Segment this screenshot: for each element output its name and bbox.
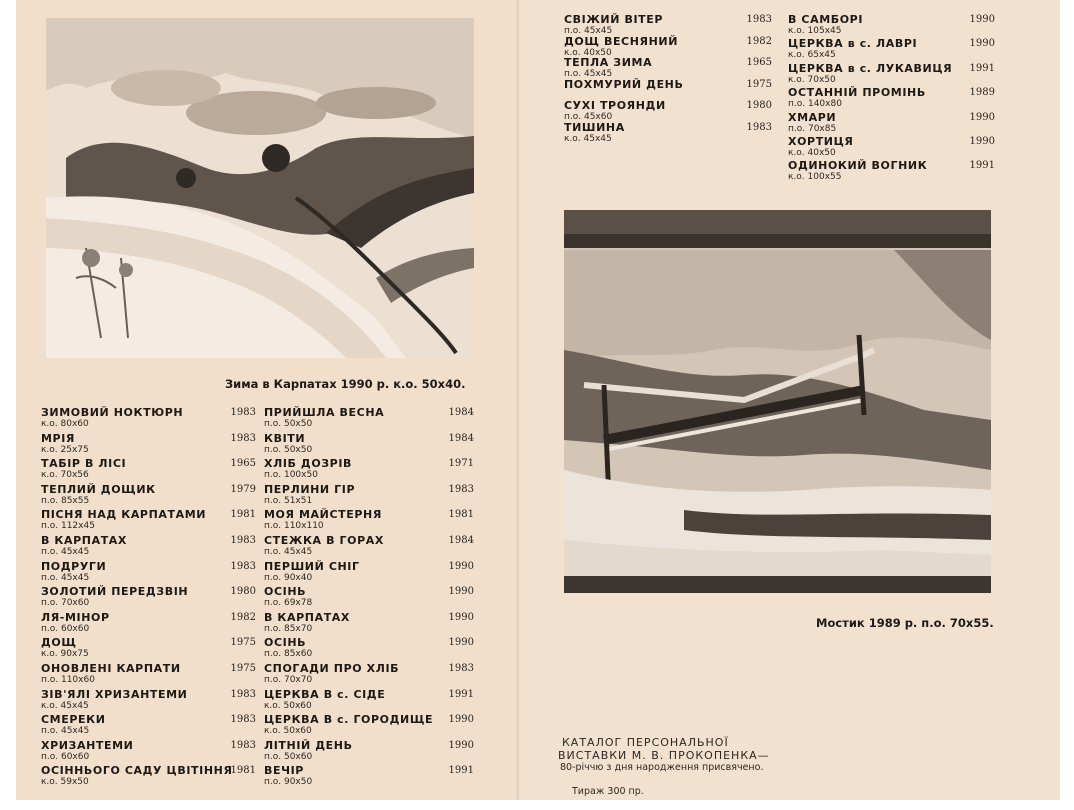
artwork-title: МРІЯ xyxy=(41,431,75,445)
artwork-spec: п.о. 85х70 xyxy=(264,623,313,634)
artwork-title: ЛЯ-МІНОР xyxy=(41,610,110,624)
artwork-year: 1990 xyxy=(448,739,474,751)
artwork-spec: к.о. 50х60 xyxy=(264,726,312,737)
artwork-spec: к.о. 65х45 xyxy=(788,50,836,61)
artwork-title: ХМАРИ xyxy=(788,110,837,124)
artwork-title: ПОХМУРИЙ ДЕНЬ xyxy=(564,77,684,91)
artwork-spec: п.о. 45х45 xyxy=(264,546,313,557)
artwork-spec: п.о. 50х50 xyxy=(264,419,313,429)
catalog-entry xyxy=(788,86,995,110)
artwork-title: ЦЕРКВА В с. ГОРОДИЩЕ xyxy=(264,713,434,727)
right-page xyxy=(520,0,1060,800)
artwork-spec: к.о. 40х50 xyxy=(564,47,612,58)
painting-bridge-image xyxy=(564,210,991,593)
artwork-title: ЦЕРКВА в с. ЛАВРІ xyxy=(788,37,918,51)
catalog-entry xyxy=(41,483,256,509)
artwork-title: ЦЕРКВА в с. ЛУКАВИЦЯ xyxy=(788,61,953,75)
artwork-year: 1983 xyxy=(230,432,256,444)
artwork-spec: к.о. 100х55 xyxy=(788,172,842,183)
painting-caption-right: Мостик 1989 р. п.о. 70х55. xyxy=(816,616,994,630)
artwork-spec: п.о. 45х45 xyxy=(564,26,613,36)
artwork-year: 1975 xyxy=(230,637,256,649)
artwork-title: ОСІННЬОГО САДУ ЦВІТІННЯ xyxy=(41,764,233,778)
catalog-entry xyxy=(41,406,256,432)
artwork-spec: п.о. 85х55 xyxy=(41,495,90,506)
catalog-entry xyxy=(788,62,995,86)
artwork-title: СПОГАДИ ПРО ХЛІБ xyxy=(264,661,400,675)
catalog-entry xyxy=(41,585,256,611)
artwork-spec: к.о. 45х45 xyxy=(564,133,612,144)
artwork-year: 1991 xyxy=(448,688,474,700)
catalog-entry xyxy=(41,764,256,790)
artwork-spec: п.о. 70х60 xyxy=(41,598,90,609)
catalog-entry xyxy=(564,78,772,100)
artwork-title: ТЕПЛА ЗИМА xyxy=(564,56,653,70)
artwork-year: 1990 xyxy=(448,611,474,623)
artwork-title: ПІСНЯ НАД КАРПАТАМИ xyxy=(41,508,207,522)
catalog-entry xyxy=(41,457,256,483)
artwork-year: 1990 xyxy=(448,560,474,572)
artwork-spec: п.о. 90х50 xyxy=(264,777,313,788)
artwork-title: СМЕРЕКИ xyxy=(41,713,106,727)
artwork-spec: к.о. 105х45 xyxy=(788,26,842,36)
artwork-title: ПРИЙШЛА ВЕСНА xyxy=(264,406,385,419)
catalog-entry xyxy=(264,662,474,688)
artwork-spec: п.о. 45х45 xyxy=(41,546,90,557)
catalog-column-left-1 xyxy=(41,406,256,790)
artwork-spec: п.о. 100х50 xyxy=(264,470,318,481)
catalog-entry xyxy=(264,713,474,739)
artwork-year: 1982 xyxy=(230,611,256,623)
catalog-entry xyxy=(788,13,995,37)
artwork-year: 1983 xyxy=(230,560,256,572)
artwork-year: 1965 xyxy=(746,57,772,69)
catalog-entry xyxy=(41,508,256,534)
artwork-year: 1989 xyxy=(969,87,995,99)
artwork-title: ВЕЧІР xyxy=(264,764,304,778)
artwork-title: ОНОВЛЕНІ КАРПАТИ xyxy=(41,661,181,675)
catalog-entry xyxy=(41,560,256,586)
artwork-year: 1983 xyxy=(230,739,256,751)
catalog-entry xyxy=(788,159,995,183)
catalog-entry xyxy=(564,99,772,121)
catalog-entry xyxy=(264,611,474,637)
artwork-title: СТЕЖКА В ГОРАХ xyxy=(264,533,384,547)
catalog-entry xyxy=(41,432,256,458)
artwork-year: 1983 xyxy=(448,662,474,674)
artwork-year: 1990 xyxy=(448,714,474,726)
catalog-entry xyxy=(564,121,772,143)
artwork-title: В КАРПАТАХ xyxy=(41,533,127,547)
catalog-entry xyxy=(41,636,256,662)
catalog-entry xyxy=(41,662,256,688)
artwork-title: СВІЖИЙ ВІТЕР xyxy=(564,13,664,26)
catalog-entry xyxy=(41,611,256,637)
print-run: Тираж 300 пр. xyxy=(572,786,644,797)
artwork-spec: п.о. 85х60 xyxy=(264,649,313,660)
artwork-spec: к.о. 70х50 xyxy=(788,74,836,85)
artwork-year: 1983 xyxy=(230,688,256,700)
artwork-year: 1975 xyxy=(230,662,256,674)
artwork-year: 1990 xyxy=(969,135,995,147)
catalog-entry xyxy=(788,135,995,159)
left-page xyxy=(16,0,519,800)
artwork-spec: п.о. 112х45 xyxy=(41,521,95,532)
artwork-spec: к.о. 25х75 xyxy=(41,444,89,455)
artwork-year: 1981 xyxy=(230,509,256,521)
artwork-title: ПОДРУГИ xyxy=(41,559,107,573)
artwork-spec: п.о. 50х60 xyxy=(264,751,313,762)
catalog-entry xyxy=(264,534,474,560)
artwork-title: ОСІНЬ xyxy=(264,636,307,650)
artwork-spec: к.о. 40х50 xyxy=(788,147,836,158)
catalog-entry xyxy=(564,13,772,35)
artwork-spec: к.о. 90х75 xyxy=(41,649,89,660)
artwork-year: 1991 xyxy=(448,765,474,777)
artwork-title: ТИШИНА xyxy=(564,120,625,134)
artwork-title: ТЕПЛИЙ ДОЩИК xyxy=(41,482,156,496)
catalog-entry xyxy=(264,483,474,509)
catalog-entry xyxy=(264,432,474,458)
artwork-spec: к.о. 70х56 xyxy=(41,470,89,481)
catalog-entry xyxy=(41,688,256,714)
artwork-year: 1983 xyxy=(230,714,256,726)
artwork-title: В КАРПАТАХ xyxy=(264,610,350,624)
artwork-spec: п.о. 45х60 xyxy=(564,112,613,123)
artwork-spec: п.о. 70х85 xyxy=(788,123,837,134)
artwork-year: 1982 xyxy=(746,35,772,47)
artwork-title: ДОЩ ВЕСНЯНИЙ xyxy=(564,34,679,48)
catalog-entry xyxy=(41,739,256,765)
artwork-spec: п.о. 50х50 xyxy=(264,444,313,455)
artwork-title: ЗИМОВИЙ НОКТЮРН xyxy=(41,406,184,419)
artwork-spec: п.о. 110х110 xyxy=(264,521,324,532)
artwork-spec: к.о. 45х45 xyxy=(41,700,89,711)
artwork-title: ЗОЛОТИЙ ПЕРЕДЗВІН xyxy=(41,585,189,599)
catalog-entry xyxy=(264,406,474,432)
artwork-year: 1984 xyxy=(448,534,474,546)
artwork-spec: к.о. 59х50 xyxy=(41,777,89,788)
artwork-year: 1981 xyxy=(448,509,474,521)
artwork-title: ОДИНОКИЙ ВОГНИК xyxy=(788,159,928,173)
catalog-column-right-1 xyxy=(564,13,772,143)
catalog-column-right-2 xyxy=(788,13,995,184)
catalog-colophon xyxy=(558,736,770,774)
painting-winter-carpathians xyxy=(46,18,474,358)
artwork-spec: п.о. 45х45 xyxy=(41,572,90,583)
catalog-entry xyxy=(41,534,256,560)
artwork-title: ХОРТИЦЯ xyxy=(788,134,854,148)
catalog-entry xyxy=(788,37,995,61)
artwork-year: 1983 xyxy=(448,483,474,495)
artwork-title: ДОЩ xyxy=(41,636,77,650)
artwork-year: 1991 xyxy=(969,160,995,172)
artwork-title: ХЛІБ ДОЗРІВ xyxy=(264,457,353,471)
colophon-line-2: ВИСТАВКИ М. В. ПРОКОПЕНКА— xyxy=(558,749,770,762)
catalog-entry xyxy=(564,35,772,57)
artwork-spec: к.о. 80х60 xyxy=(41,419,89,429)
catalog-entry xyxy=(264,457,474,483)
catalog-entry xyxy=(264,508,474,534)
artwork-title: ТАБІР В ЛІСІ xyxy=(41,457,127,471)
artwork-year: 1990 xyxy=(969,14,995,25)
artwork-title: В САМБОРІ xyxy=(788,13,864,26)
catalog-entry xyxy=(264,739,474,765)
artwork-year: 1990 xyxy=(448,637,474,649)
artwork-title: ЗІВ'ЯЛІ ХРИЗАНТЕМИ xyxy=(41,687,188,701)
catalog-entry xyxy=(564,56,772,78)
artwork-spec: п.о. 45х45 xyxy=(41,726,90,737)
artwork-spec: п.о. 51х51 xyxy=(264,495,313,506)
artwork-year: 1983 xyxy=(746,14,772,25)
artwork-spec: п.о. 140х80 xyxy=(788,99,842,110)
artwork-year: 1983 xyxy=(746,121,772,133)
artwork-title: ХРИЗАНТЕМИ xyxy=(41,738,134,752)
catalog-entry xyxy=(264,585,474,611)
artwork-title: КВІТИ xyxy=(264,431,306,445)
artwork-year: 1991 xyxy=(969,62,995,74)
artwork-year: 1975 xyxy=(746,78,772,90)
artwork-year: 1984 xyxy=(448,432,474,444)
artwork-title: ЛІТНІЙ ДЕНЬ xyxy=(264,738,353,752)
catalog-entry xyxy=(41,713,256,739)
artwork-spec: п.о. 45х45 xyxy=(564,69,613,80)
painting-bridge xyxy=(564,210,991,593)
catalog-column-left-2 xyxy=(264,406,474,790)
artwork-spec: п.о. 90х40 xyxy=(264,572,313,583)
artwork-title: ПЕРШИЙ СНІГ xyxy=(264,559,360,573)
artwork-title: ЦЕРКВА В с. СІДЕ xyxy=(264,687,386,701)
artwork-title: ОСТАННІЙ ПРОМІНЬ xyxy=(788,86,926,100)
artwork-year: 1990 xyxy=(448,586,474,598)
artwork-title: ОСІНЬ xyxy=(264,585,307,599)
artwork-year: 1980 xyxy=(746,100,772,112)
artwork-year: 1990 xyxy=(969,111,995,123)
artwork-year: 1980 xyxy=(230,586,256,598)
artwork-spec: п.о. 110х60 xyxy=(41,674,95,685)
artwork-year: 1984 xyxy=(448,407,474,418)
catalog-entry xyxy=(264,636,474,662)
artwork-spec: п.о. 60х60 xyxy=(41,623,90,634)
artwork-year: 1971 xyxy=(448,458,474,470)
artwork-title: ПЕРЛИНИ ГІР xyxy=(264,482,356,496)
artwork-spec: п.о. 70х70 xyxy=(264,674,313,685)
artwork-spec: п.о. 60х60 xyxy=(41,751,90,762)
catalog-entry xyxy=(788,111,995,135)
painting-winter-carpathians-image xyxy=(46,18,474,358)
colophon-line-1: КАТАЛОГ ПЕРСОНАЛЬНОЇ xyxy=(562,736,729,749)
artwork-year: 1965 xyxy=(230,458,256,470)
artwork-year: 1981 xyxy=(230,765,256,777)
artwork-spec: п.о. 69х78 xyxy=(264,598,313,609)
artwork-title: МОЯ МАЙСТЕРНЯ xyxy=(264,508,382,522)
catalog-entry xyxy=(264,560,474,586)
artwork-year: 1979 xyxy=(230,483,256,495)
artwork-title: СУХІ ТРОЯНДИ xyxy=(564,99,666,113)
catalog-entry xyxy=(264,764,474,790)
colophon-line-3: 80-річчю з дня народження присвячено. xyxy=(560,762,764,773)
painting-caption-left: Зима в Карпатах 1990 р. к.о. 50х40. xyxy=(225,377,466,391)
artwork-year: 1990 xyxy=(969,38,995,50)
artwork-spec: к.о. 50х60 xyxy=(264,700,312,711)
catalog-entry xyxy=(264,688,474,714)
artwork-year: 1983 xyxy=(230,534,256,546)
artwork-year: 1983 xyxy=(230,407,256,418)
